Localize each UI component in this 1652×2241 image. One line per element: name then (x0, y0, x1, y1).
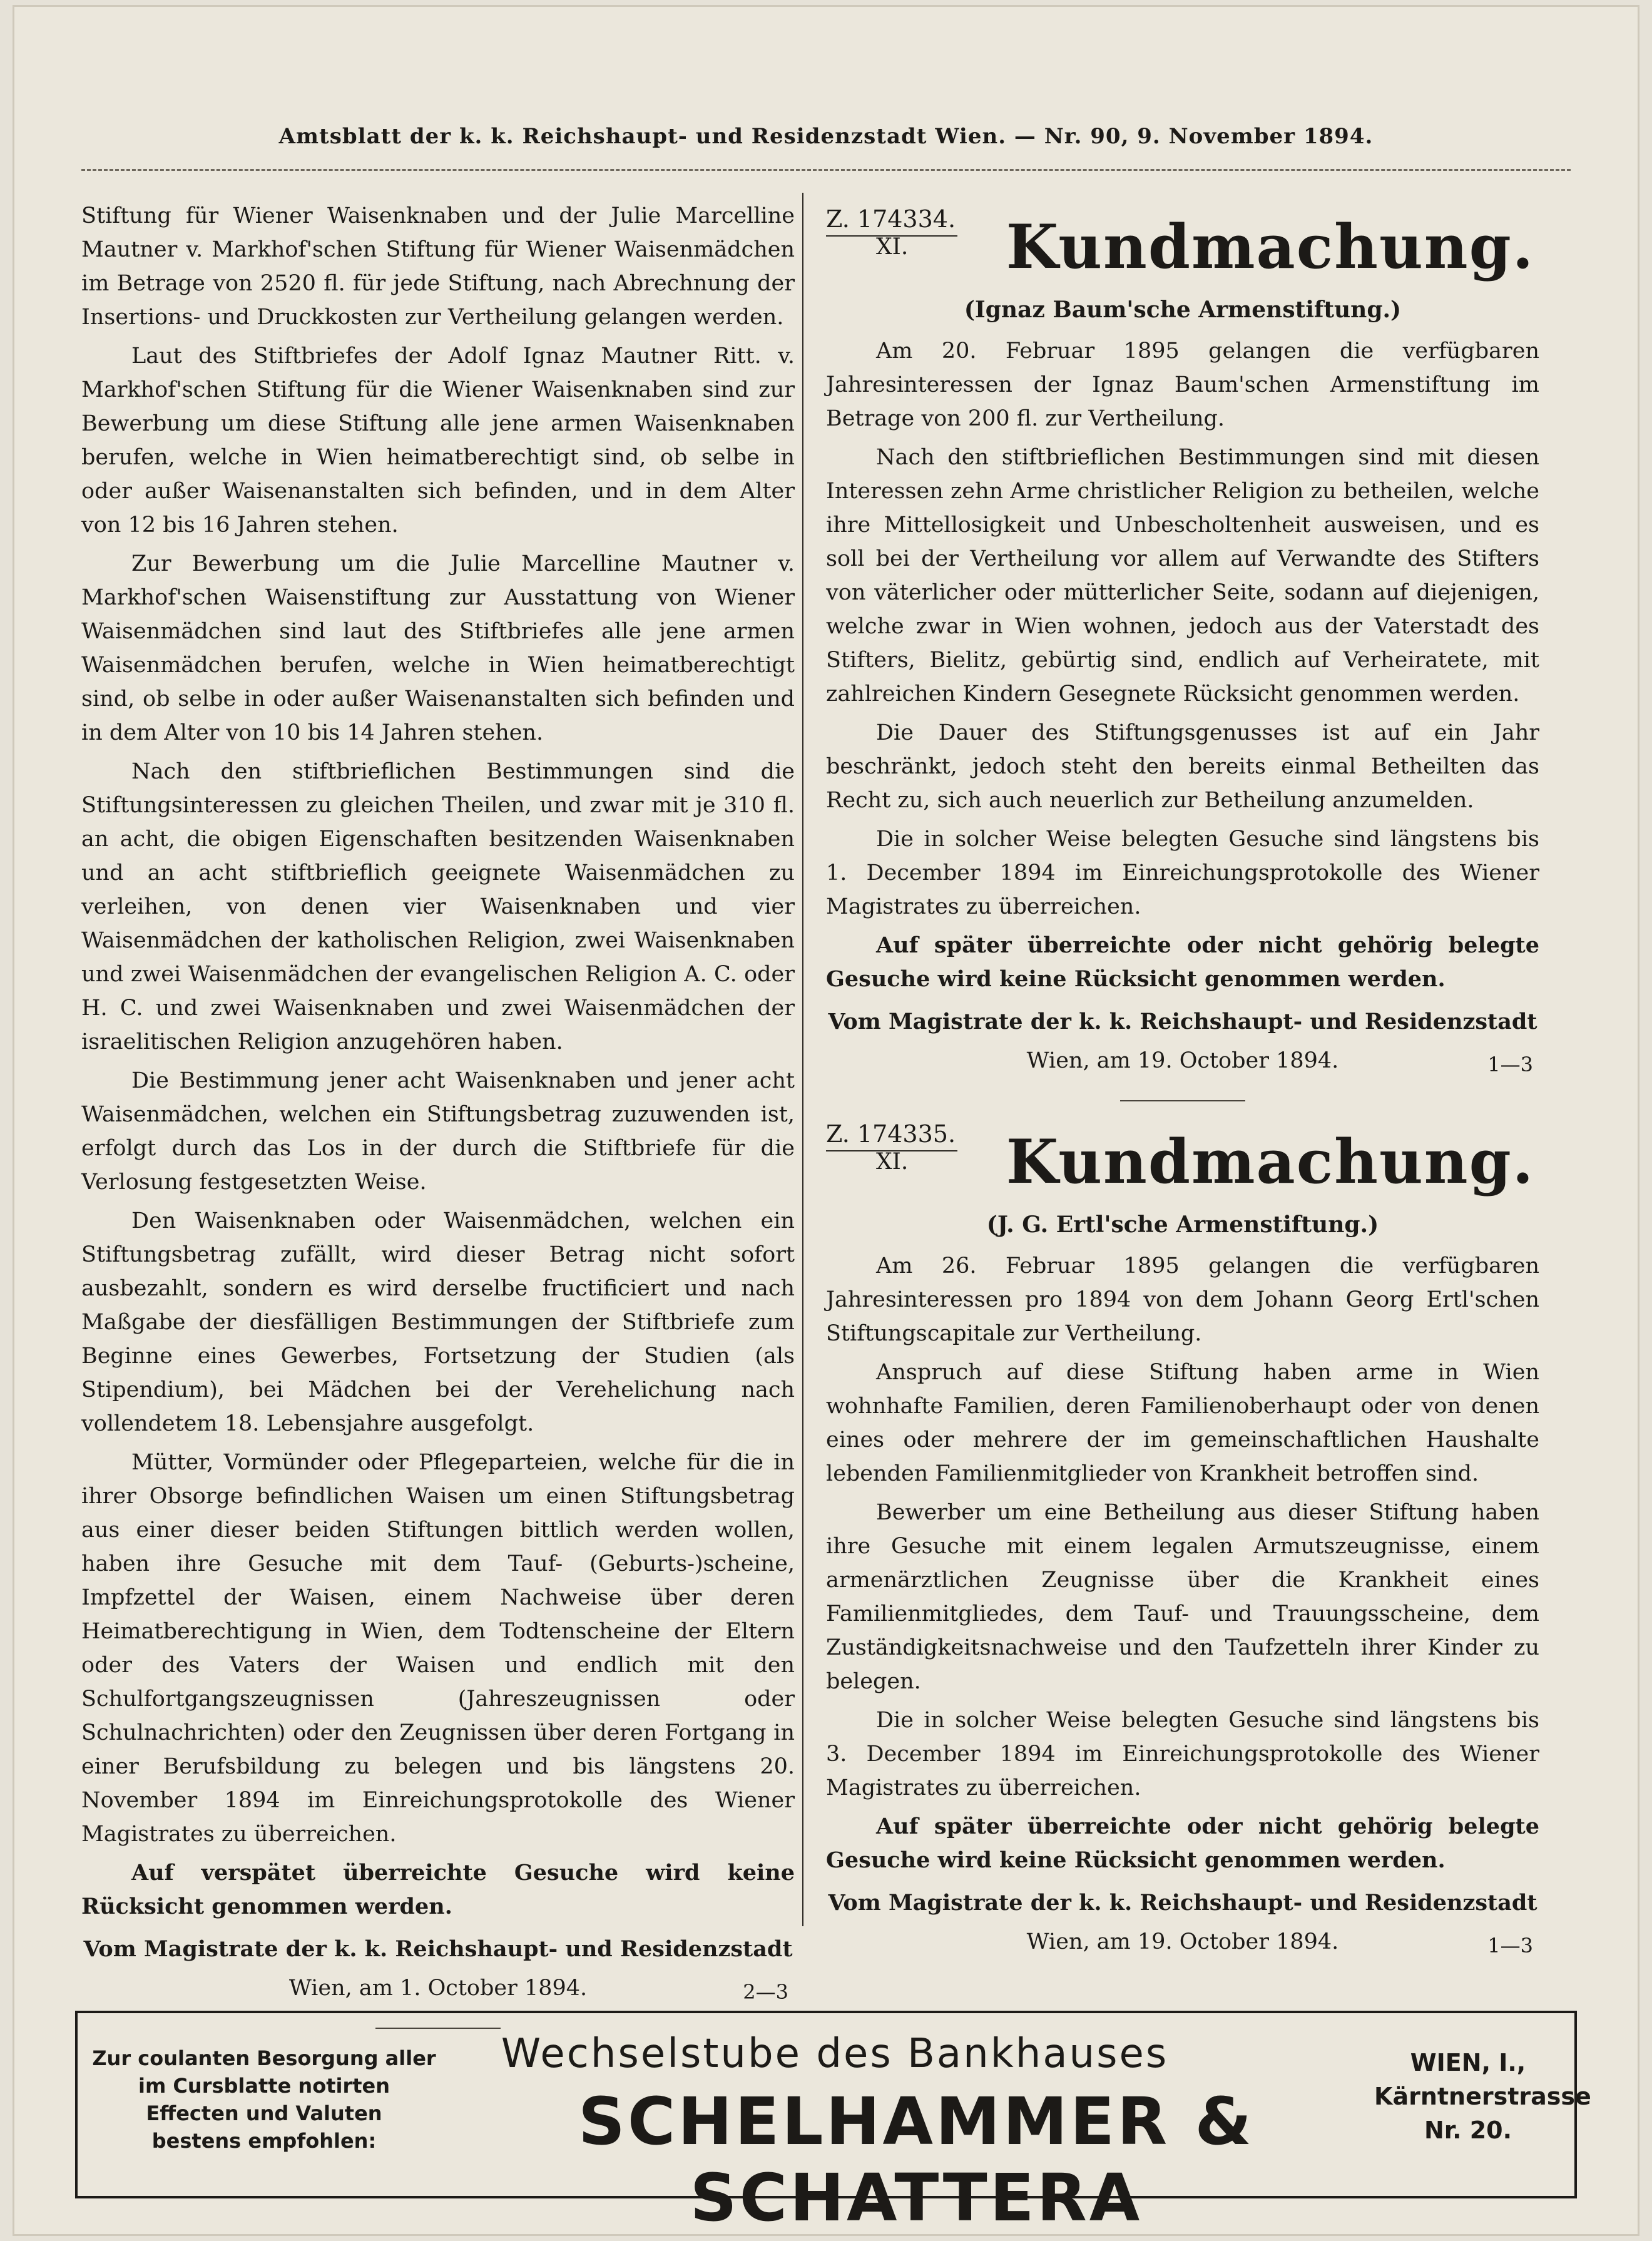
ad-left-line: Zur coulanten Besorgung aller (92, 2046, 436, 2070)
notice1-closing: Auf später überreichte oder nicht gehörig belegte Gesuche wird keine Rücksicht genommen werden. (826, 932, 1539, 992)
ad-tagline: Wechselstube des Bankhauses (501, 2031, 1169, 2077)
left-column (81, 199, 795, 2029)
left-paragraph: Die Bestimmung jener acht Waisenknaben und jener acht Waisenmädchen, welchen ein Stiftungsbetrag zuzuwenden ist, erfolgt durch das Los in der durch die Stiftbriefe für die Verlosung festgesetzten Weise. (81, 1068, 795, 1195)
notice2-title: Kundmachung. (1006, 1126, 1535, 1197)
notice2-ref: 1—3 (1487, 1934, 1533, 1958)
left-closing-notice: Auf verspätet überreichte Gesuche wird keine Rücksicht genommen werden. (81, 1860, 795, 1919)
notice1-paragraph: Am 20. Februar 1895 gelangen die verfügbaren Jahresinteressen der Ignaz Baum'schen Armenstiftung im Betrage von 200 fl. zur Vertheilung. (826, 339, 1539, 431)
left-paragraph: Mütter, Vormünder oder Pflegeparteien, welche für die in ihrer Obsorge befindlichen Waisen um einen Stiftungsbetrag aus einer dieser beiden Stiftungen bittlich werden wollen, haben ihre Gesuche mit dem Tauf- (Geburts-)scheine, Impfzettel der Waisen, einem Nachweise über deren Heimatberechtigung in Wien, dem Todtenscheine der Eltern oder des Vaters der Waisen und endlich mit den Schulfortgangszeugnissen (Jahreszeugnissen oder Schulnachrichten) oder den Zeugnissen über deren Fortgang in einer Berufsbildung zu belegen und bis längstens 20. November 1894 im Einreichungsprotokolle des Wiener Magistrates zu überreichen. (81, 1450, 795, 1847)
notice1-date: Wien, am 19. October 1894. (1026, 1048, 1339, 1073)
notice2-paragraph: Am 26. Februar 1895 gelangen die verfügbaren Jahresinteressen pro 1894 von dem Johann Georg Ertl'schen Stiftungscapitale zur Vertheilung. (826, 1253, 1539, 1346)
ad-address-line: WIEN, I., (1410, 2049, 1526, 2076)
ad-left-line: im Cursblatte notirten (138, 2074, 390, 2098)
ad-address (1374, 2046, 1591, 2147)
newspaper-page (13, 5, 1639, 2236)
notice2-number: Z. 174335. (826, 1120, 956, 1148)
left-paragraph: Laut des Stiftbriefes der Adolf Ignaz Mautner Ritt. v. Markhof'schen Stiftung für die Wiener Waisenknaben sind zur Bewerbung um diese Stiftung alle jene armen Waisenknaben berufen, welche in Wien heimatberechtigt sind, ob selbe in oder außer Waisenanstalten sich befinden, und in dem Alter von 12 bis 16 Jahren stehen. (81, 344, 795, 538)
notice2-closing: Auf später überreichte oder nicht gehörig belegte Gesuche wird keine Rücksicht genommen werden. (826, 1814, 1539, 1873)
notice2-date: Wien, am 19. October 1894. (1026, 1929, 1339, 1954)
notice1-head (826, 199, 1539, 293)
left-paragraph: Den Waisenknaben oder Waisenmädchen, welchen ein Stiftungsbetrag zufällt, wird dieser Betrag nicht sofort ausbezahlt, sondern es wird derselbe fructificiert und nach Maßgabe der diesfälligen Bestimmungen der Stiftbriefe zum Beginne eines Gewerbes, Fortsetzung der Studien (als Stipendium), bei Mädchen bei der Verehelichung nach vollendetem 18. Lebensjahre ausgefolgt. (81, 1208, 795, 1436)
notice1-number: Z. 174334. (826, 205, 956, 233)
notice1-subtitle: (Ignaz Baum'sche Armenstiftung.) (964, 297, 1402, 323)
ad-left-text (89, 2044, 439, 2155)
notice2-head (826, 1114, 1539, 1208)
notice1-number-wrap (826, 205, 956, 233)
column-divider (802, 193, 803, 1926)
header-rule (81, 169, 1571, 171)
notice1-end-rule (1120, 1100, 1245, 1101)
left-dateline (81, 1971, 795, 2009)
notice2-dateline (826, 1925, 1539, 1963)
notice2-signoff: Vom Magistrate der k. k. Reichshaupt- und Residenzstadt (828, 1890, 1537, 1916)
page-header: Amtsblatt der k. k. Reichshaupt- und Residenzstadt Wien. — Nr. 90, 9. November 1894. (278, 124, 1374, 149)
right-column (826, 199, 1539, 1963)
notice2-paragraph: Bewerber um eine Betheilung aus dieser Stiftung haben ihre Gesuche mit einem legalen Armutszeugnisse, einem armenärztlichen Zeugnisse über die Krankheit eines Familienmitgliedes, dem Tauf- und Trauungsscheine, dem Zuständigkeitsnachweise und den Taufzetteln ihrer Kinder zu belegen. (826, 1500, 1539, 1694)
left-paragraph: Nach den stiftbrieflichen Bestimmungen sind die Stiftungsinteressen zu gleichen Theilen, und zwar mit je 310 fl. an acht, die obigen Eigenschaften besitzenden Waisenknaben und an acht stiftbrieflich geeignete Waisenmädchen zu verleihen, von denen vier Waisenknaben und vier Waisenmädchen der katholischen Religion, zwei Waisenknaben und zwei Waisenmädchen der evangelischen Religion A. C. oder H. C. und zwei Waisenknaben und zwei Waisenmädchen der israelitischen Religion anzugehören haben. (81, 759, 795, 1054)
notice1-section: XI. (876, 234, 909, 260)
ad-left-line: Effecten und Valuten (146, 2101, 382, 2125)
bank-advertisement (75, 2011, 1591, 2236)
ad-bank-name: SCHELHAMMER & SCHATTERA (578, 2083, 1255, 2236)
ad-address-line: Nr. 20. (1424, 2116, 1512, 2144)
notice1-signoff: Vom Magistrate der k. k. Reichshaupt- und Residenzstadt (828, 1009, 1537, 1034)
notice1-title: Kundmachung. (1006, 212, 1535, 282)
left-paragraph: Stiftung für Wiener Waisenknaben und der Julie Marcelline Mautner v. Markhof'schen Stiftung für Wiener Waisenmädchen im Betrage von 2520 fl. für jede Stiftung, nach Abrechnung der Insertions- und Druckkosten zur Vertheilung gelangen werden. (81, 203, 795, 330)
notice2-paragraph: Anspruch auf diese Stiftung haben arme in Wien wohnhafte Familien, deren Familienoberhaupt oder von denen eines oder mehrere der im gemeinschaftlichen Haushalte lebenden Familienmitglieder von Krankheit betroffen sind. (826, 1360, 1539, 1486)
notice1-dateline (826, 1044, 1539, 1081)
notice1-paragraph: Nach den stiftbrieflichen Bestimmungen sind mit diesen Interessen zehn Arme christlicher Religion zu betheilen, welche ihre Mittellosigkeit und Unbescholtenheit ausweisen, und es soll bei der Vertheilung vor allem auf Verwandte des Stifters von väterlicher oder mütterlicher Seite, sodann auf diejenigen, welche zwar in Wien wohnen, jedoch aus der Vaterstadt des Stifters, Bielitz, gebürtig sind, endlich auf Verheiratete, mit zahlreichen Kindern Gesegnete Rücksicht genommen werden. (826, 445, 1539, 707)
ad-left-line: bestens empfohlen: (151, 2129, 377, 2153)
notice2-section: XI. (876, 1149, 909, 1175)
left-signoff: Vom Magistrate der k. k. Reichshaupt- und Residenzstadt (83, 1936, 793, 1962)
notice1-paragraph: Die Dauer des Stiftungsgenusses ist auf ein Jahr beschränkt, jedoch steht den bereits einmal Betheilten das Recht zu, sich auch neuerlich zur Betheilung anzumelden. (826, 720, 1539, 813)
ad-address-line: Kärntnerstrasse (1374, 2083, 1591, 2110)
notice1-paragraph: Die in solcher Weise belegten Gesuche sind längstens bis 1. December 1894 im Einreichungsprotokolle des Wiener Magistrates zu überreichen. (826, 827, 1539, 919)
notice2-paragraph: Die in solcher Weise belegten Gesuche sind längstens bis 3. December 1894 im Einreichungsprotokolle des Wiener Magistrates zu überreichen. (826, 1708, 1539, 1800)
left-paragraph: Zur Bewerbung um die Julie Marcelline Mautner v. Markhof'schen Waisenstiftung zur Ausstattung von Wiener Waisenmädchen sind laut des Stiftbriefes alle jene armen Waisenmädchen berufen, welche in Wien heimatberechtigt sind, ob selbe in oder außer Waisenanstalten sich befinden und in dem Alter von 10 bis 14 Jahren stehen. (81, 551, 795, 745)
notice1-ref: 1—3 (1487, 1053, 1533, 1076)
left-ref: 2—3 (743, 1980, 788, 2004)
notice2-subtitle: (J. G. Ertl'sche Armenstiftung.) (986, 1212, 1379, 1238)
notice2-number-wrap (826, 1120, 956, 1148)
left-date: Wien, am 1. October 1894. (288, 1976, 588, 2001)
